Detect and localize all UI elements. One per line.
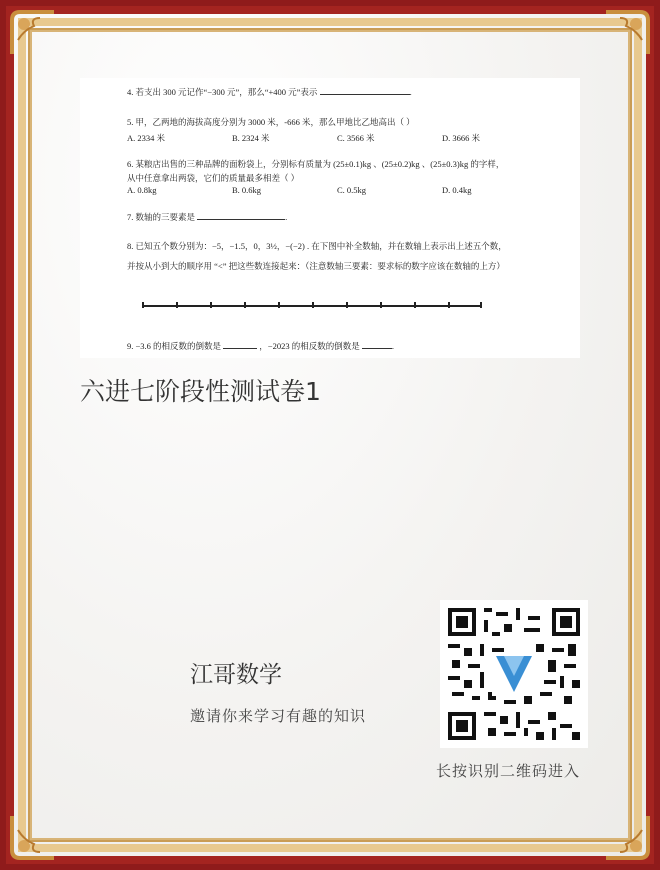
option-b: B. 2324 米 — [232, 133, 270, 143]
number-line-tick — [448, 302, 450, 308]
question-8-line1: 8. 已知五个数分别为：−5，−1.5，0，3½，−(−2) . 在下图中补全数轴，并在数轴上表示出上述五个数， — [127, 241, 507, 251]
answer-blank — [197, 211, 285, 220]
exam-document-preview[interactable] — [80, 78, 580, 358]
question-6-options — [127, 185, 547, 195]
number-line-tick — [312, 302, 314, 308]
question-6-line2: 从中任意拿出两袋，它们的质量最多相差（ ） — [127, 173, 300, 183]
option-d: D. 3666 米 — [442, 133, 481, 143]
option-d: D. 0.4kg — [442, 185, 472, 195]
question-6-line1: 6. 某粮店出售的三种品牌的面粉袋上，分别标有质量为 (25±0.1)kg 、(25±0.2)kg 、(25±0.3)kg 的字样， — [127, 159, 505, 169]
question-9: 9. −3.6 的相反数的倒数是 ，−2023 的相反数的倒数是 . — [127, 341, 394, 351]
number-line-tick — [414, 302, 416, 308]
question-5-options — [127, 132, 547, 144]
brand-slogan: 邀请你来学习有趣的知识 — [190, 707, 367, 725]
corner-ornament-icon — [10, 814, 56, 860]
option-a: A. 0.8kg — [127, 185, 157, 195]
number-line-tick — [480, 302, 482, 308]
answer-blank — [320, 86, 410, 95]
option-c: C. 0.5kg — [337, 185, 367, 195]
corner-ornament-icon — [604, 814, 650, 860]
corner-ornament-icon — [10, 10, 56, 56]
page-title: 六进七阶段性测试卷1 — [80, 377, 321, 406]
qr-code-icon — [448, 608, 580, 740]
number-line-tick — [278, 302, 280, 308]
number-line-tick — [244, 302, 246, 308]
question-7: 7. 数轴的三要素是 . — [127, 212, 288, 222]
number-line-tick — [346, 302, 348, 308]
number-line — [142, 302, 482, 308]
brand-name: 江哥数学 — [190, 662, 282, 688]
option-a: A. 2334 米 — [127, 133, 166, 143]
question-8-line2: 并按从小到大的顺序用 “<” 把这些数连接起来：（注意数轴三要素：要求标的数字应该在数轴的上方） — [127, 261, 505, 271]
question-5: 5. 甲，乙两地的海拔高度分别为 3000 米，-666 米，那么甲地比乙地高出（ ） — [127, 117, 415, 127]
option-c: C. 3566 米 — [337, 133, 375, 143]
number-line-tick — [380, 302, 382, 308]
qr-code[interactable] — [440, 600, 588, 748]
answer-blank — [223, 340, 257, 349]
question-4: 4. 若支出 300 元记作“−300 元”，那么“+400 元”表示 . — [127, 87, 412, 97]
answer-blank — [362, 340, 392, 349]
number-line-tick — [176, 302, 178, 308]
number-line-tick — [210, 302, 212, 308]
number-line-tick — [142, 302, 144, 308]
corner-ornament-icon — [604, 10, 650, 56]
option-b: B. 0.6kg — [232, 185, 262, 195]
qr-caption: 长按识别二维码进入 — [436, 762, 581, 780]
